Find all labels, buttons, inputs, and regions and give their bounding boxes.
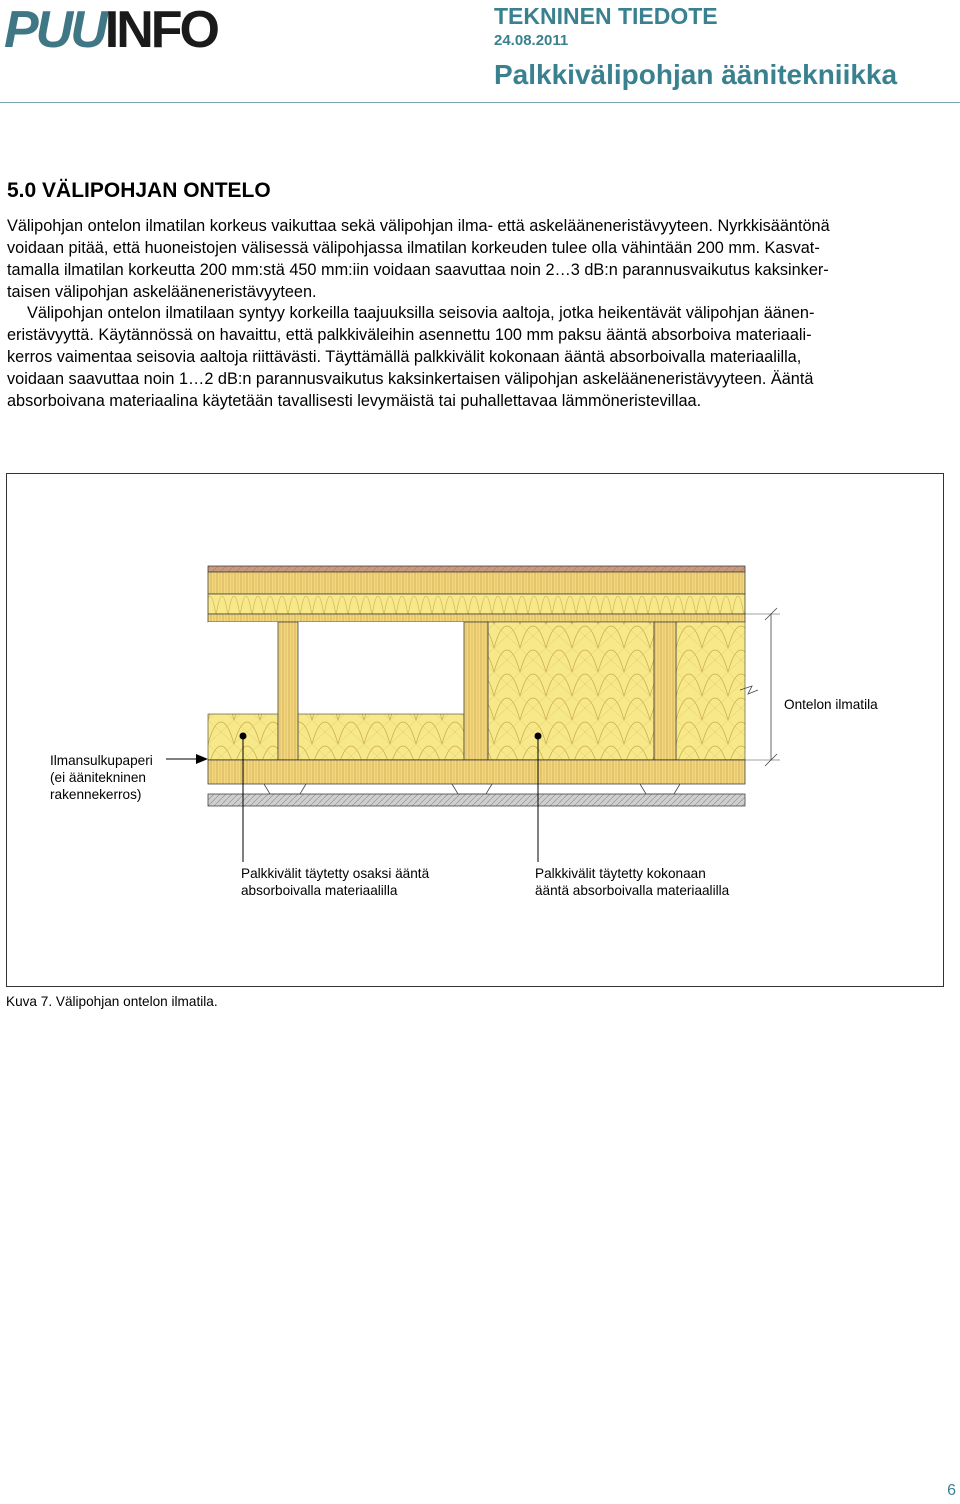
paragraph-line: Välipohjan ontelon ilmatilan korkeus vaikuttaa sekä välipohjan ilma- että askelääneneristävyyteen. Nyrkkisääntönä	[7, 217, 830, 235]
joist	[278, 622, 298, 760]
label-air-barrier-paper	[50, 752, 153, 803]
floor-board-layer	[208, 572, 745, 594]
paragraph-line: Välipohjan ontelon ilmatilaan syntyy korkeilla taajuuksilla seisovia aaltoja, jotka heikentävät välipohjan äänen-	[27, 304, 815, 322]
label-air-gap: Ontelon ilmatila	[784, 697, 878, 712]
label-full-fill	[535, 865, 729, 899]
document-date: 24.08.2011	[494, 32, 569, 49]
paragraph-line: absorboivana materiaalina käytetään tavallisesti levymäistä tai puhallettavaa lämmöneristevillaa.	[7, 392, 702, 410]
suspended-ceiling	[208, 794, 745, 806]
ceiling-hanger	[264, 784, 306, 794]
label-line: (ei äänitekninen	[50, 770, 146, 785]
logo-part-info: INFO	[104, 1, 218, 59]
partial-fill-insulation	[298, 714, 464, 760]
paragraph-line: eristävyyttä. Käytännössä on havaittu, että palkkiväleihin asennettu 100 mm paksu ääntä absorboiva materiaali-	[7, 326, 812, 344]
label-line: ääntä absorboivalla materiaalilla	[535, 883, 730, 898]
figure-caption: Kuva 7. Välipohjan ontelon ilmatila.	[6, 994, 218, 1009]
paragraph-line: voidaan pitää, että huoneistojen välisessä välipohjassa ilmatilan korkeuden tulee olla vähintään 200 mm. Kasvat-	[7, 239, 820, 257]
ceiling-board-layer	[208, 760, 745, 784]
label-line: Palkkivälit täytetty kokonaan	[535, 866, 706, 881]
floor-slab-layer	[208, 614, 745, 622]
document-type: TEKNINEN TIEDOTE	[494, 3, 718, 29]
label-line: rakennekerros)	[50, 787, 142, 802]
joist	[654, 622, 676, 760]
joist	[464, 622, 488, 760]
section-title: 5.0 VÄLIPOHJAN ONTELO	[7, 179, 271, 202]
full-fill-insulation	[488, 622, 654, 760]
paragraph-line: voidaan saavuttaa noin 1…2 dB:n parannusvaikutus kaksinkertaisen välipohjan askelääneneristävyyteen. Ääntä	[7, 370, 814, 388]
leader-arrow-paper	[196, 754, 208, 764]
logo-part-puu: PUU	[4, 1, 105, 59]
label-partial-fill	[241, 865, 429, 899]
label-line: Palkkivälit täytetty osaksi ääntä	[241, 866, 430, 881]
leader-dot-full	[535, 733, 542, 740]
paragraph-line: tamalla ilmatilan korkeutta 200 mm:stä 450 mm:iin voidaan saavuttaa noin 2…3 dB:n parannusvaikutus kaksinker-	[7, 261, 829, 279]
ceiling-hanger	[452, 784, 492, 794]
label-line: Ilmansulkupaperi	[50, 753, 153, 768]
paragraph-line: taisen välipohjan askelääneneristävyyteen.	[7, 283, 317, 301]
floor-surface-layer	[208, 566, 745, 572]
full-fill-insulation	[676, 622, 745, 760]
leader-dot-partial	[240, 733, 247, 740]
paragraph-line: kerros vaimentaa seisovia aaltoja riittävästi. Täyttämällä palkkivälit kokonaan ääntä absorboivalla materiaalilla,	[7, 348, 802, 366]
floor-insulation-layer	[208, 594, 745, 614]
label-line: absorboivalla materiaalilla	[241, 883, 398, 898]
page-number: 6	[947, 1482, 956, 1499]
ceiling-hanger	[640, 784, 680, 794]
document-title: Palkkivälipohjan äänitekniikka	[494, 59, 898, 90]
